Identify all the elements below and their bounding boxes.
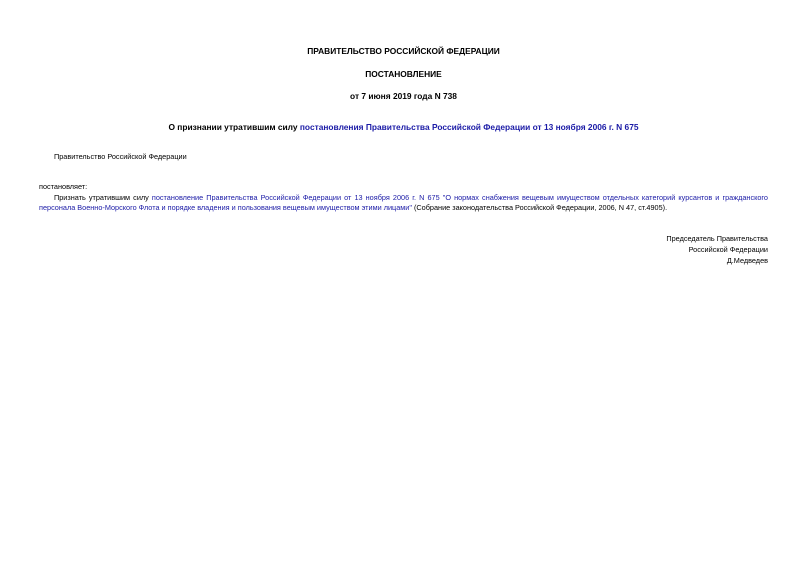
government-label: Правительство Российской Федерации	[54, 152, 187, 161]
resolution-suffix: (Собрание законодательства Российской Федерации, 2006, N 47, ст.4905).	[411, 203, 668, 213]
issuing-authority: ПРАВИТЕЛЬСТВО РОССИЙСКОЙ ФЕДЕРАЦИИ	[307, 46, 500, 56]
document-type: ПОСТАНОВЛЕНИЕ	[365, 69, 442, 79]
decides-label: постановляет:	[39, 182, 88, 191]
resolution-text	[39, 193, 768, 214]
resolution-prefix: Признать утратившим силу	[54, 193, 152, 202]
signatory-position: Председатель Правительства	[666, 234, 768, 243]
document-date-number: от 7 июня 2019 года N 738	[350, 91, 457, 101]
signatory-organization: Российской Федерации	[688, 245, 768, 254]
document-title	[0, 122, 807, 133]
signatory-name: Д.Медведев	[726, 256, 768, 265]
resolution-reference-link[interactable]: постановление Правительства Российской Федерации от 13 ноября 2006 г. N 675 "О нормах снабжения вещевым имуществом отдельных категорий курсантов и гражданского персонала Военно-Морского Флота и порядке владения и пользования вещевым имуществом этими лицами"	[39, 193, 768, 213]
title-reference-link[interactable]: постановления Правительства Российской Федерации от 13 ноября 2006 г. N 675	[299, 122, 639, 132]
title-prefix: О признании утратившим силу	[168, 122, 300, 132]
